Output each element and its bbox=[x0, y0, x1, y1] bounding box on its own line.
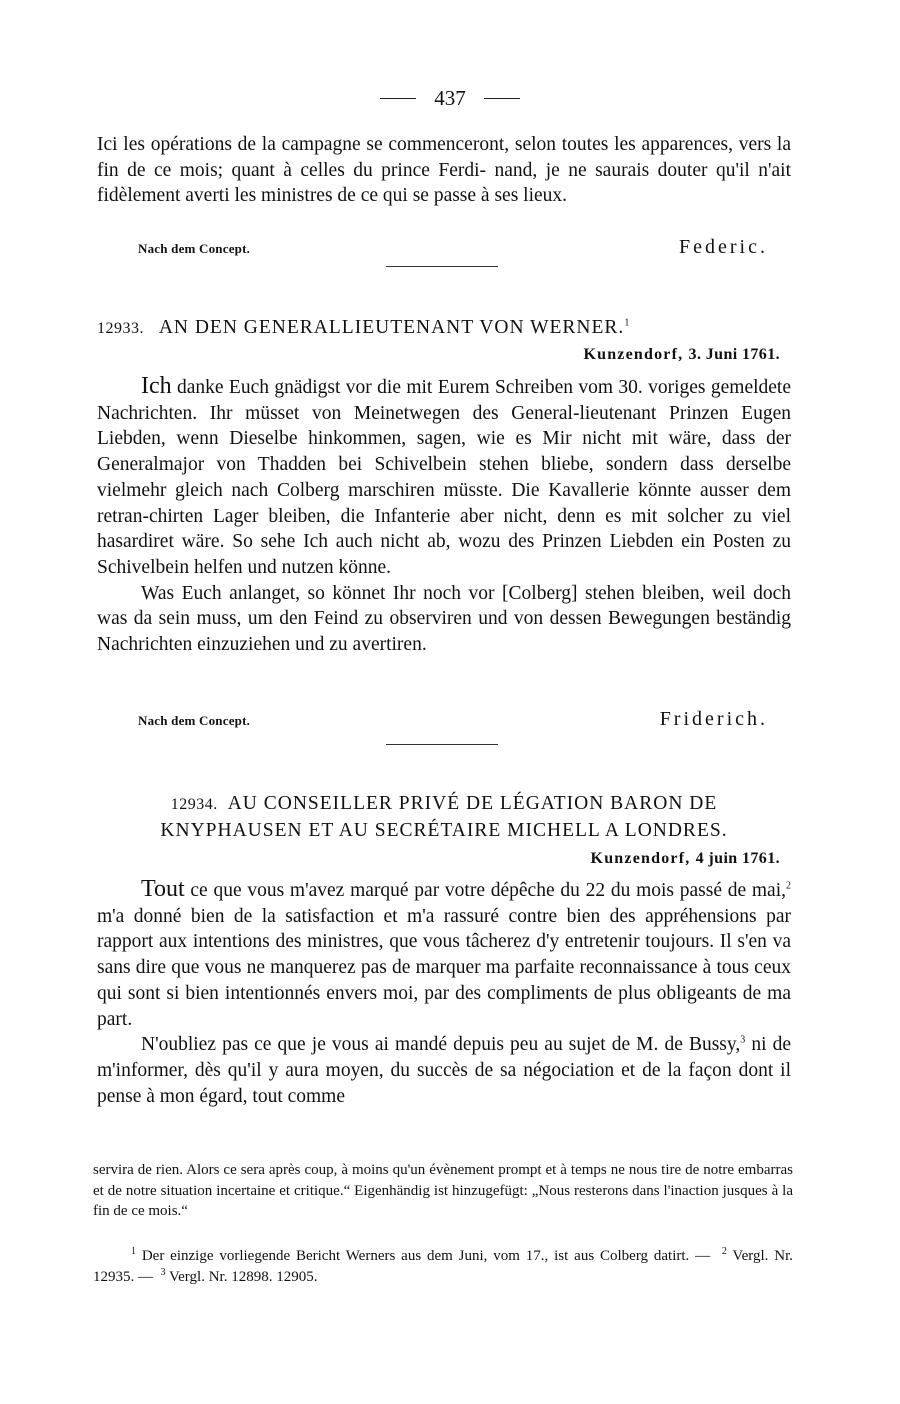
prev-letter-body bbox=[97, 132, 791, 209]
footnote-1-text: Der einzige vorliegende Bericht Werners aus dem Juni, vom 17., ist aus Colberg datirt. — bbox=[136, 1248, 711, 1264]
letter-12933-first-word: Ich bbox=[141, 373, 172, 399]
letter-12934-body bbox=[97, 877, 791, 1109]
letter-12934-footnote-ref-3: 3 bbox=[740, 1034, 746, 1046]
letter-12933-date: 3. Juni 1761. bbox=[688, 346, 780, 363]
prev-source-note: Nach dem Concept. bbox=[138, 241, 251, 256]
letter-12934-heading bbox=[97, 791, 791, 844]
letter-12933-heading bbox=[97, 315, 791, 342]
letter-12933-para-2: Was Euch anlanget, so könnet Ihr noch vor [Colberg] stehen bleiben, weil doch was da sein muss, um den Feind zu observiren und von dessen Bewegungen beständig Nachrichten einzuziehen und zu avertiren. bbox=[97, 582, 791, 656]
letter-12934-para-2b: ni de m'informer, dès qu'il y aura moyen, du succès de sa négociation et de la façon dont il pense à mon égard, tout comme bbox=[97, 1034, 792, 1107]
footnote-continuation: servira de rien. Alors ce sera après coup, à moins qu'un évènement prompt et à temps ne nous tire de notre embarras et de notre situation incertaine et critique.“ Eigenhändig ist hinzugefügt: „Nous resterons dans l'inaction jusques à la fin de ce mois.“ bbox=[93, 1162, 793, 1219]
letter-12933-footnote-ref: 1 bbox=[624, 317, 631, 329]
prev-line-1: Ici les opérations de la campagne se commenceront, selon toutes bbox=[97, 134, 609, 155]
letter-12933-number: 12933. bbox=[97, 320, 144, 337]
letter-12933-para-1-text: danke Euch gnädigst vor die mit Eurem Schreiben vom 30. voriges gemeldete Nachrichten. Ihr müsset von Meinetwegen des General-lieutenant Prinzen Eugen Liebden, wenn Dieselbe hinkommen, sagen, wie es Mir nicht mit wäre, dass der Generalmajor von Thadden bei Schivelbein stehen bliebe, sondern dass derselbe vielmehr gleich nach Colberg marschiren müsste. Die Kavallerie könnte ausser dem retran-chirten Lager bleiben, die Infanterie aber nicht, denn es mit solcher zu viel hasardiret wäre. So sehe Ich auch nicht ab, wozu des Prinzen Liebden ein Posten zu Schivelbein helfen und nutzen könne. bbox=[97, 377, 791, 578]
footnote-2-text: Vergl. Nr. 12935. — bbox=[93, 1248, 794, 1285]
letter-12934-para-1b: m'a donné bien de la satisfaction et m'a rassuré contre bien des appréhensions par rapport aux intentions des ministres, que vous tâcherez d'y entretenir toujours. Il s'en va sans dire que vous ne manquerez pas de marquer ma parfaite reconnaissance à tous ceux qui sont si bien intentionnés envers moi, par des compliments de plus obligeants de ma part. bbox=[97, 905, 791, 1030]
letter-12934-number: 12934. bbox=[170, 796, 218, 813]
letter-12934-date: 4 juin 1761. bbox=[695, 850, 780, 867]
prev-line-3: nand, je ne saurais douter qu'il n'ait fidèlement averti les ministres de bbox=[97, 159, 791, 207]
header-dash-right bbox=[484, 98, 520, 99]
letter-12934-para-1a: ce que vous m'avez marqué par votre dépêche du 22 du mois passé de mai, bbox=[184, 880, 786, 901]
letter-12933-dateline bbox=[583, 346, 780, 364]
letter-12934-title-line-2: KNYPHAUSEN ET AU SECRÉTAIRE MICHELL A LONDRES. bbox=[160, 820, 728, 841]
letter-12934-footnote-ref-2: 2 bbox=[786, 880, 791, 892]
header-dash-left bbox=[380, 98, 416, 99]
letter-12933-source-note: Nach dem Concept. bbox=[138, 713, 251, 728]
footnotes-numbered bbox=[93, 1246, 793, 1287]
page-number: 437 bbox=[434, 86, 466, 110]
letter-12933-para-1 bbox=[97, 374, 791, 581]
letter-12934-para-2 bbox=[97, 1032, 791, 1109]
letter-12934-title-line-1 bbox=[97, 791, 791, 818]
prev-signature: Federic. bbox=[679, 236, 768, 258]
letter-12933-signature: Friderich. bbox=[659, 708, 768, 730]
letter-12933-signature-line bbox=[138, 708, 768, 731]
page-header bbox=[0, 86, 900, 111]
letter-12934-place: Kunzendorf, bbox=[590, 850, 691, 867]
letter-12934-first-word: Tout bbox=[141, 876, 185, 902]
letter-12933-body bbox=[97, 374, 791, 658]
footnote-3-marker: 3 bbox=[160, 1266, 166, 1278]
letter-12934-para-1 bbox=[97, 877, 791, 1032]
letter-12933-title: AN DEN GENERALLIEUTENANT VON WERNER. bbox=[158, 317, 625, 338]
prev-letter-signature-line bbox=[138, 236, 768, 259]
footnote-1-marker: 1 bbox=[131, 1246, 136, 1257]
prev-line-4: ce qui se passe à ses lieux. bbox=[360, 185, 568, 207]
letter-12934-para-2a: N'oubliez pas ce que je vous ai mandé depuis peu au sujet de M. de Bussy, bbox=[141, 1034, 741, 1056]
letter-12933-place: Kunzendorf, bbox=[583, 346, 684, 363]
footnote-3-text: Vergl. Nr. 12898. 12905. bbox=[165, 1268, 318, 1285]
letter-12934-title-text-1: AU CONSEILLER PRIVÉ DE LÉGATION BARON DE bbox=[227, 793, 718, 814]
letter-12934-dateline bbox=[591, 850, 780, 868]
separator-rule-2 bbox=[386, 744, 498, 745]
footnote-2-marker: 2 bbox=[721, 1246, 727, 1257]
prev-letter-text bbox=[97, 132, 791, 209]
prev-line-2: les apparences, vers la fin de ce mois; quant à celles du prince Ferdi- bbox=[97, 134, 792, 181]
separator-rule-1 bbox=[386, 266, 498, 267]
